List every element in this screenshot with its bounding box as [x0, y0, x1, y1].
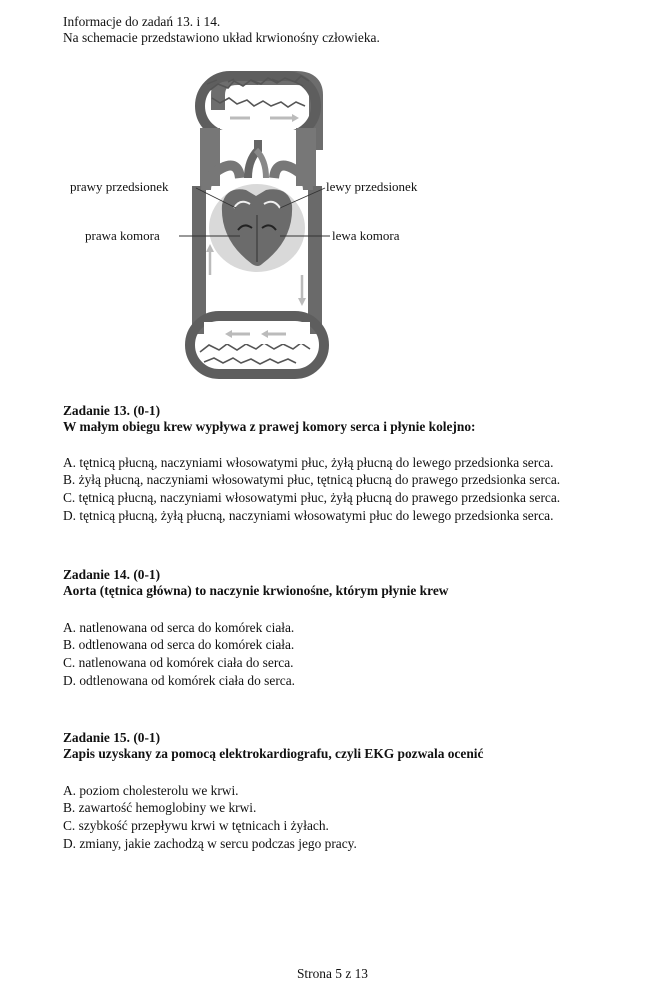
page-number: Strona 5 z 13 — [296, 966, 369, 981]
task-14-question: Aorta (tętnica główna) to naczynie krwionośne, którym płynie krew — [63, 583, 449, 598]
label-prawa-komora: prawa komora — [85, 228, 160, 243]
task-13-title: Zadanie 13. (0-1) — [63, 403, 161, 418]
intro-description: Na schemacie przedstawiono układ krwionośny człowieka. — [63, 30, 380, 45]
label-lewy-przedsionek: lewy przedsionek — [326, 179, 418, 194]
task-14-option-c: C. natlenowana od komórek ciała do serca. — [63, 655, 294, 670]
task-14-option-d: D. odtlenowana od komórek ciała do serca. — [63, 673, 296, 688]
label-lewa-komora: lewa komora — [332, 228, 400, 243]
task-13-option-b: B. żyłą płucną, naczyniami włosowatymi płuc, tętnicą płucną do prawego przedsionka serca. — [63, 472, 561, 487]
heart — [209, 184, 305, 272]
task-15-title: Zadanie 15. (0-1) — [63, 730, 161, 745]
task-13-option-c: C. tętnicą płucną, naczyniami włosowatymi płuc, żyłą płucną do prawego przedsionka serca. — [63, 490, 561, 505]
task-14-option-b: B. odtlenowana od serca do komórek ciała. — [63, 637, 295, 652]
task-15-option-a: A. poziom cholesterolu we krwi. — [63, 783, 239, 798]
task-13-option-a: A. tętnicą płucną, naczyniami włosowatymi płuc, żyłą płucną do lewego przedsionka serca. — [63, 455, 554, 470]
task-13-question: W małym obiegu krew wypływa z prawej komory serca i płynie kolejno: — [63, 419, 476, 434]
task-14-option-a: A. natlenowana od serca do komórek ciała. — [63, 620, 295, 635]
task-15-option-d: D. zmiany, jakie zachodzą w sercu podczas jego pracy. — [63, 836, 357, 851]
vena-cava — [192, 186, 206, 334]
task-15-option-b: B. zawartość hemoglobiny we krwi. — [63, 800, 257, 815]
intro-heading: Informacje do zadań 13. i 14. — [63, 14, 221, 29]
aorta — [308, 186, 322, 334]
task-15-option-c: C. szybkość przepływu krwi w tętnicach i żyłach. — [63, 818, 329, 833]
circulatory-diagram — [0, 0, 665, 400]
task-15-question: Zapis uzyskany za pomocą elektrokardiografu, czyli EKG pozwala ocenić — [63, 746, 484, 761]
task-14-title: Zadanie 14. (0-1) — [63, 567, 161, 582]
task-13-option-d: D. tętnicą płucną, żyłą płucną, naczyniami włosowatymi płuc do lewego przedsionka serca. — [63, 508, 554, 523]
label-prawy-przedsionek: prawy przedsionek — [70, 179, 169, 194]
